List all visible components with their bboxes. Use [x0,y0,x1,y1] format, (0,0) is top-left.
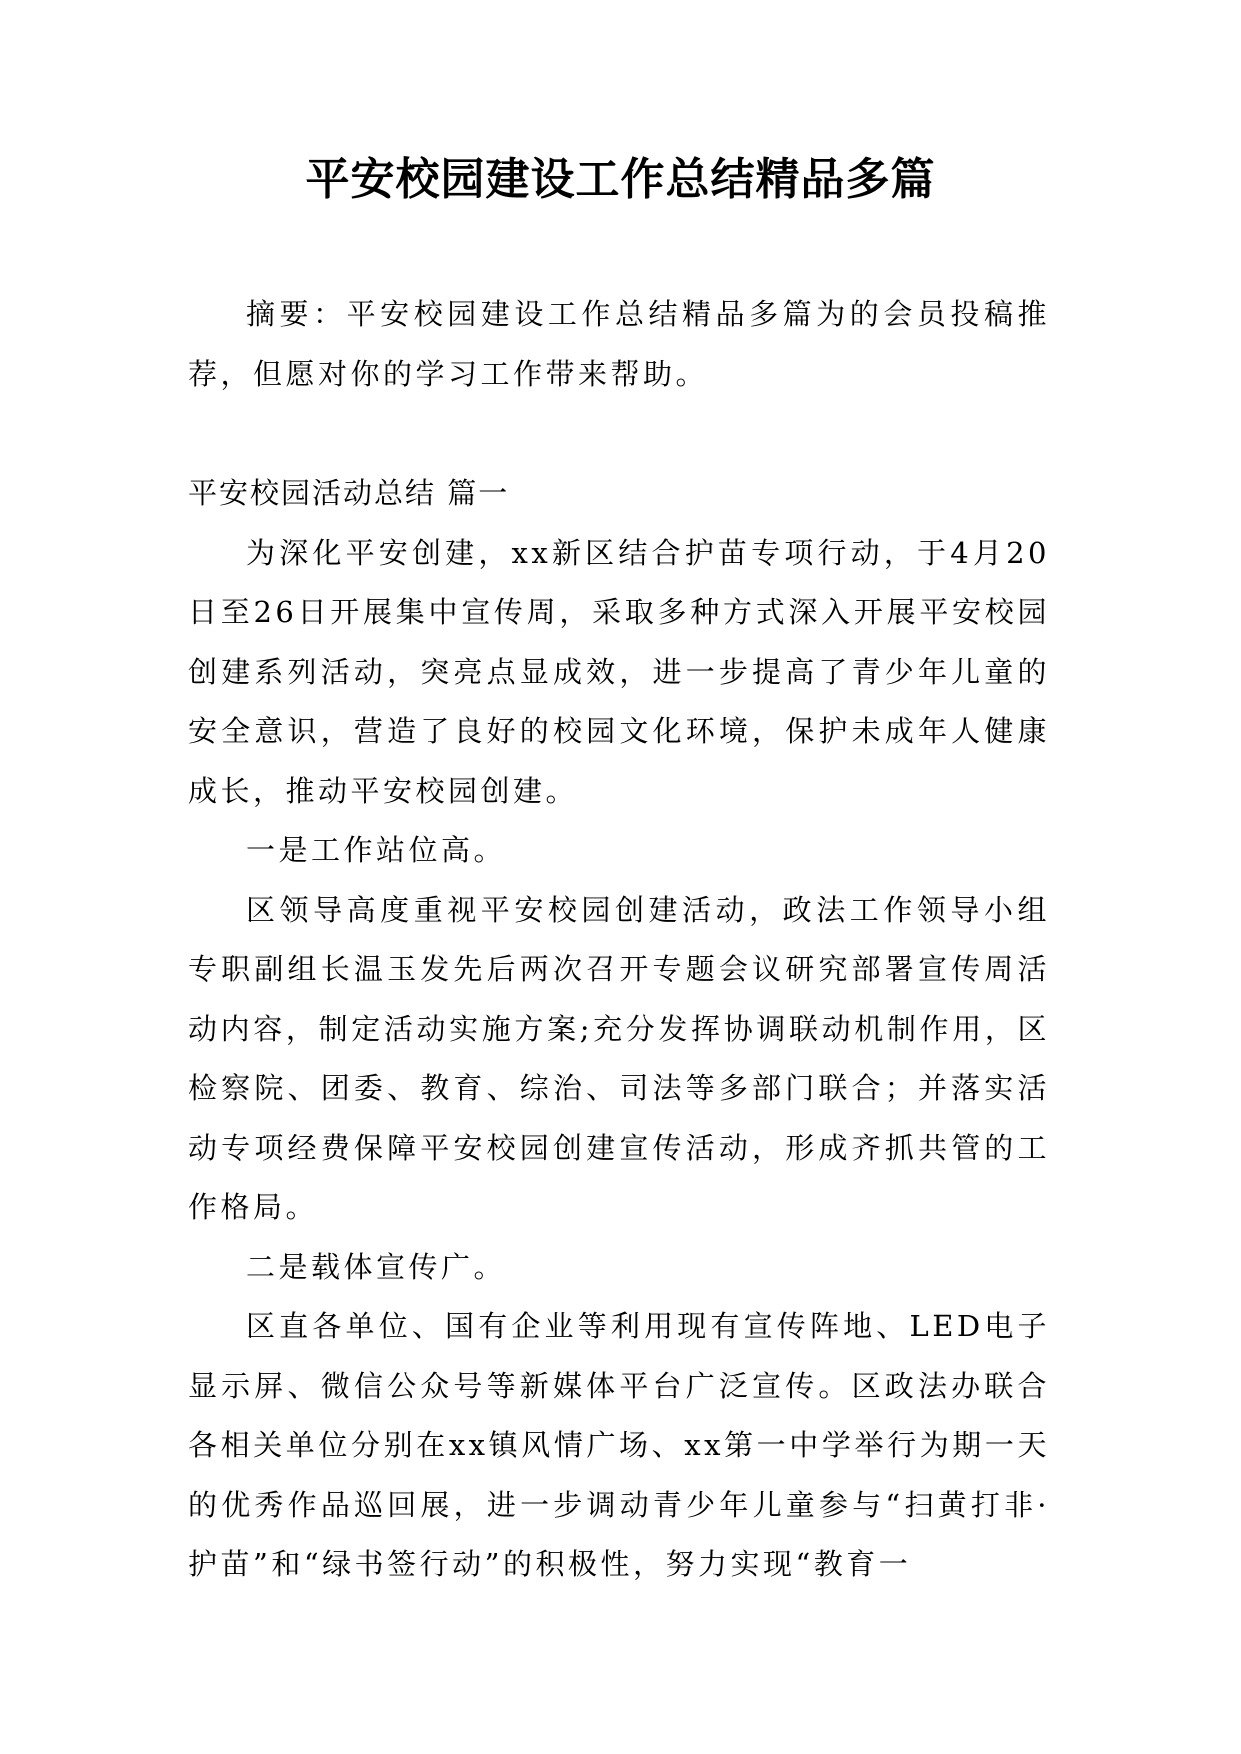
body-paragraph: 一是工作站位高。 [246,833,507,867]
body-paragraph: 为深化平安创建，xx新区结合护苗专项行动，于4月20日至26日开展集中宣传周，采取多种方式深入开展平安校园创建系列活动，突亮点显成效，进一步提高了青少年儿童的安全意识，营造了良好的校园文化环境，保护未成年人健康成长，推动平安校园创建。 [188,535,1050,808]
abstract-paragraph: 摘要：平安校园建设工作总结精品多篇为的会员投稿推荐，但愿对你的学习工作带来帮助。 [188,297,1050,391]
body-paragraph: 区领导高度重视平安校园创建活动，政法工作领导小组专职副组长温玉发先后两次召开专题会议研究部署宣传周活动内容，制定活动实施方案;充分发挥协调联动机制作用，区检察院、团委、教育、综治、司法等多部门联合；并落实活动专项经费保障平安校园创建宣传活动，形成齐抓共管的工作格局。 [188,892,1050,1224]
document-body [188,285,1050,1595]
section-heading: 平安校园活动总结 篇一 [188,476,510,510]
document-title: 平安校园建设工作总结精品多篇 [305,154,936,205]
body-paragraph: 二是载体宣传广。 [246,1249,507,1284]
body-paragraph: 区直各单位、国有企业等利用现有宣传阵地、LED电子显示屏、微信公众号等新媒体平台广泛宣传。区政法办联合各相关单位分别在xx镇风情广场、xx第一中学举行为期一天的优秀作品巡回展，进一步调动青少年儿童参与“扫黄打非·护苗”和“绿书签行动”的积极性，努力实现“教育一 [188,1309,1050,1581]
